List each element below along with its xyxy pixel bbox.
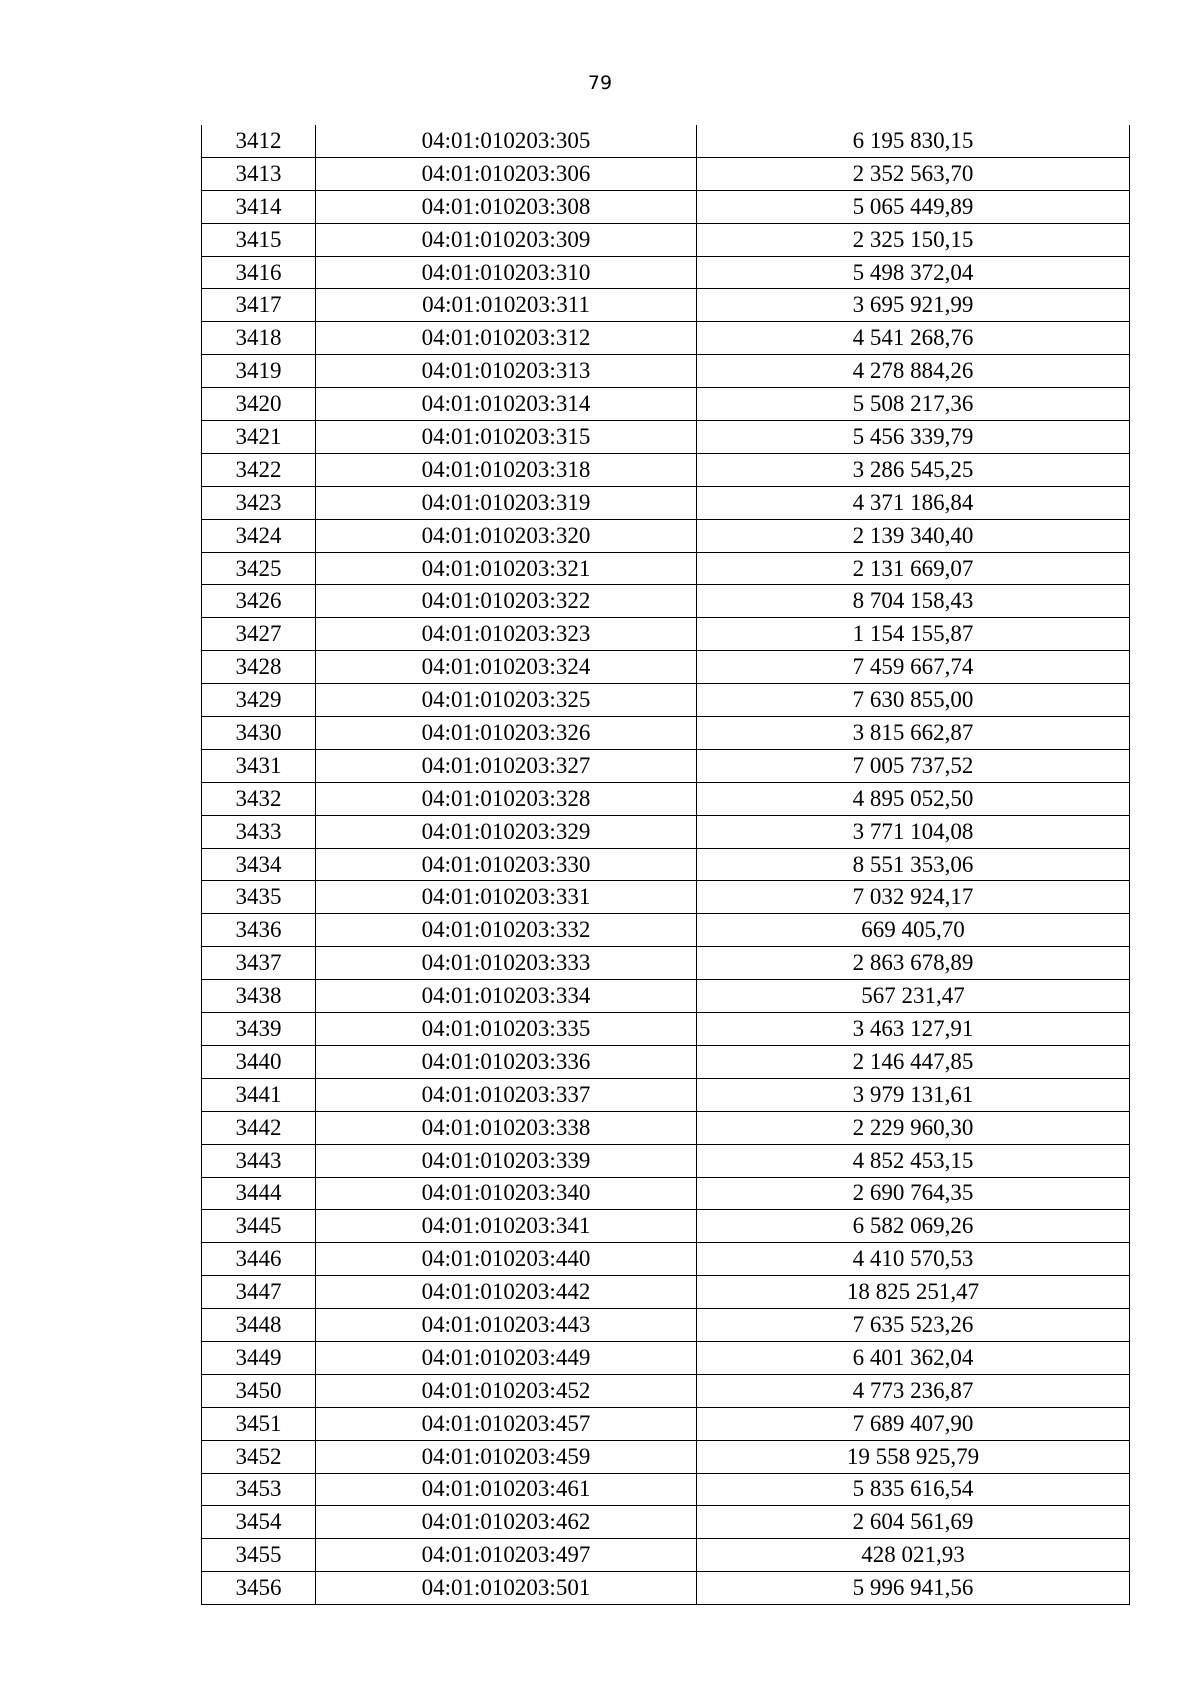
cadastral-value-cell: 4 541 268,76 (697, 322, 1130, 355)
table-row (202, 1473, 1130, 1506)
table-row (202, 1440, 1130, 1473)
cadastral-value-cell: 7 032 924,17 (697, 881, 1130, 914)
cadastral-number-cell: 04:01:010203:330 (316, 848, 697, 881)
table-row (202, 947, 1130, 980)
cadastral-number-cell: 04:01:010203:336 (316, 1045, 697, 1078)
table-row (202, 1539, 1130, 1572)
cadastral-value-cell: 3 463 127,91 (697, 1013, 1130, 1046)
row-number-cell: 3447 (202, 1276, 316, 1309)
table-row (202, 322, 1130, 355)
table-row (202, 190, 1130, 223)
cadastral-number-cell: 04:01:010203:334 (316, 980, 697, 1013)
cadastral-number-cell: 04:01:010203:305 (316, 125, 697, 157)
row-number-cell: 3437 (202, 947, 316, 980)
row-number-cell: 3440 (202, 1045, 316, 1078)
table-row (202, 1572, 1130, 1605)
table-row (202, 1210, 1130, 1243)
cadastral-value-cell: 669 405,70 (697, 914, 1130, 947)
cadastral-number-cell: 04:01:010203:309 (316, 223, 697, 256)
table-row (202, 1341, 1130, 1374)
table-row (202, 1309, 1130, 1342)
row-number-cell: 3446 (202, 1243, 316, 1276)
row-number-cell: 3432 (202, 782, 316, 815)
cadastral-number-cell: 04:01:010203:313 (316, 355, 697, 388)
table-row (202, 618, 1130, 651)
row-number-cell: 3455 (202, 1539, 316, 1572)
row-number-cell: 3429 (202, 684, 316, 717)
table-row (202, 585, 1130, 618)
cadastral-value-cell: 6 582 069,26 (697, 1210, 1130, 1243)
cadastral-number-cell: 04:01:010203:333 (316, 947, 697, 980)
cadastral-number-cell: 04:01:010203:341 (316, 1210, 697, 1243)
row-number-cell: 3425 (202, 552, 316, 585)
table-row (202, 651, 1130, 684)
table-row (202, 125, 1130, 157)
cadastral-value-cell: 3 695 921,99 (697, 289, 1130, 322)
cadastral-value-cell: 2 352 563,70 (697, 157, 1130, 190)
cadastral-number-cell: 04:01:010203:315 (316, 421, 697, 454)
row-number-cell: 3444 (202, 1177, 316, 1210)
cadastral-value-cell: 2 139 340,40 (697, 519, 1130, 552)
cadastral-number-cell: 04:01:010203:318 (316, 453, 697, 486)
row-number-cell: 3434 (202, 848, 316, 881)
cadastral-value-cell: 5 456 339,79 (697, 421, 1130, 454)
table-row (202, 453, 1130, 486)
row-number-cell: 3450 (202, 1374, 316, 1407)
table-row (202, 1276, 1130, 1309)
cadastral-number-cell: 04:01:010203:324 (316, 651, 697, 684)
cadastral-value-cell: 6 195 830,15 (697, 125, 1130, 157)
cadastral-value-cell: 6 401 362,04 (697, 1341, 1130, 1374)
cadastral-number-cell: 04:01:010203:312 (316, 322, 697, 355)
cadastral-number-cell: 04:01:010203:340 (316, 1177, 697, 1210)
row-number-cell: 3421 (202, 421, 316, 454)
table-row (202, 256, 1130, 289)
row-number-cell: 3449 (202, 1341, 316, 1374)
cadastral-value-cell: 2 131 669,07 (697, 552, 1130, 585)
cadastral-value-cell: 2 604 561,69 (697, 1506, 1130, 1539)
cadastral-value-cell: 4 895 052,50 (697, 782, 1130, 815)
cadastral-value-cell: 4 371 186,84 (697, 486, 1130, 519)
table-row (202, 355, 1130, 388)
cadastral-number-cell: 04:01:010203:332 (316, 914, 697, 947)
cadastral-value-cell: 8 704 158,43 (697, 585, 1130, 618)
cadastral-value-cell: 2 690 764,35 (697, 1177, 1130, 1210)
cadastral-value-cell: 4 410 570,53 (697, 1243, 1130, 1276)
table-row (202, 519, 1130, 552)
table-row (202, 1506, 1130, 1539)
cadastral-number-cell: 04:01:010203:322 (316, 585, 697, 618)
table-row (202, 421, 1130, 454)
table-row (202, 223, 1130, 256)
cadastral-number-cell: 04:01:010203:306 (316, 157, 697, 190)
cadastral-value-cell: 5 508 217,36 (697, 388, 1130, 421)
cadastral-value-cell: 8 551 353,06 (697, 848, 1130, 881)
row-number-cell: 3442 (202, 1111, 316, 1144)
cadastral-value-cell: 5 835 616,54 (697, 1473, 1130, 1506)
table-row (202, 717, 1130, 750)
table-row (202, 1078, 1130, 1111)
table-row (202, 1407, 1130, 1440)
cadastral-number-cell: 04:01:010203:321 (316, 552, 697, 585)
table-row (202, 486, 1130, 519)
row-number-cell: 3443 (202, 1144, 316, 1177)
cadastral-number-cell: 04:01:010203:329 (316, 815, 697, 848)
cadastral-value-cell: 4 852 453,15 (697, 1144, 1130, 1177)
row-number-cell: 3448 (202, 1309, 316, 1342)
table-row (202, 1045, 1130, 1078)
cadastral-value-cell: 5 498 372,04 (697, 256, 1130, 289)
cadastral-number-cell: 04:01:010203:459 (316, 1440, 697, 1473)
cadastral-value-cell: 3 771 104,08 (697, 815, 1130, 848)
cadastral-value-cell: 5 065 449,89 (697, 190, 1130, 223)
table-row (202, 157, 1130, 190)
row-number-cell: 3439 (202, 1013, 316, 1046)
cadastral-number-cell: 04:01:010203:442 (316, 1276, 697, 1309)
row-number-cell: 3453 (202, 1473, 316, 1506)
cadastral-value-cell: 7 005 737,52 (697, 749, 1130, 782)
cadastral-number-cell: 04:01:010203:319 (316, 486, 697, 519)
row-number-cell: 3436 (202, 914, 316, 947)
cadastral-number-cell: 04:01:010203:311 (316, 289, 697, 322)
cadastral-number-cell: 04:01:010203:449 (316, 1341, 697, 1374)
page-number: 79 (587, 72, 613, 94)
row-number-cell: 3428 (202, 651, 316, 684)
row-number-cell: 3441 (202, 1078, 316, 1111)
table-row (202, 782, 1130, 815)
cadastral-value-cell: 3 815 662,87 (697, 717, 1130, 750)
table-body (202, 125, 1130, 1605)
row-number-cell: 3451 (202, 1407, 316, 1440)
cadastral-number-cell: 04:01:010203:325 (316, 684, 697, 717)
cadastral-number-cell: 04:01:010203:452 (316, 1374, 697, 1407)
row-number-cell: 3424 (202, 519, 316, 552)
cadastral-value-cell: 5 996 941,56 (697, 1572, 1130, 1605)
row-number-cell: 3415 (202, 223, 316, 256)
table-row (202, 1111, 1130, 1144)
row-number-cell: 3427 (202, 618, 316, 651)
cadastral-value-cell: 428 021,93 (697, 1539, 1130, 1572)
row-number-cell: 3418 (202, 322, 316, 355)
cadastral-value-cell: 4 773 236,87 (697, 1374, 1130, 1407)
cadastral-number-cell: 04:01:010203:323 (316, 618, 697, 651)
cadastral-number-cell: 04:01:010203:462 (316, 1506, 697, 1539)
cadastral-number-cell: 04:01:010203:501 (316, 1572, 697, 1605)
cadastral-value-cell: 7 689 407,90 (697, 1407, 1130, 1440)
cadastral-number-cell: 04:01:010203:338 (316, 1111, 697, 1144)
row-number-cell: 3435 (202, 881, 316, 914)
table-row (202, 914, 1130, 947)
row-number-cell: 3413 (202, 157, 316, 190)
row-number-cell: 3417 (202, 289, 316, 322)
table-row (202, 749, 1130, 782)
row-number-cell: 3416 (202, 256, 316, 289)
row-number-cell: 3422 (202, 453, 316, 486)
row-number-cell: 3433 (202, 815, 316, 848)
cadastral-number-cell: 04:01:010203:337 (316, 1078, 697, 1111)
cadastral-value-cell: 3 979 131,61 (697, 1078, 1130, 1111)
row-number-cell: 3452 (202, 1440, 316, 1473)
cadastral-number-cell: 04:01:010203:314 (316, 388, 697, 421)
cadastral-number-cell: 04:01:010203:310 (316, 256, 697, 289)
cadastral-value-cell: 2 325 150,15 (697, 223, 1130, 256)
cadastral-value-cell: 2 229 960,30 (697, 1111, 1130, 1144)
table-row (202, 684, 1130, 717)
cadastral-number-cell: 04:01:010203:335 (316, 1013, 697, 1046)
table-row (202, 1243, 1130, 1276)
row-number-cell: 3430 (202, 717, 316, 750)
row-number-cell: 3419 (202, 355, 316, 388)
row-number-cell: 3438 (202, 980, 316, 1013)
row-number-cell: 3423 (202, 486, 316, 519)
table-row (202, 1013, 1130, 1046)
row-number-cell: 3431 (202, 749, 316, 782)
cadastral-number-cell: 04:01:010203:461 (316, 1473, 697, 1506)
row-number-cell: 3414 (202, 190, 316, 223)
cadastral-number-cell: 04:01:010203:443 (316, 1309, 697, 1342)
cadastral-value-cell: 4 278 884,26 (697, 355, 1130, 388)
cadastral-value-table (201, 125, 1130, 1605)
cadastral-value-cell: 19 558 925,79 (697, 1440, 1130, 1473)
table-row (202, 289, 1130, 322)
cadastral-value-cell: 18 825 251,47 (697, 1276, 1130, 1309)
cadastral-number-cell: 04:01:010203:308 (316, 190, 697, 223)
table-row (202, 552, 1130, 585)
table-row (202, 815, 1130, 848)
cadastral-value-cell: 7 459 667,74 (697, 651, 1130, 684)
row-number-cell: 3420 (202, 388, 316, 421)
cadastral-number-cell: 04:01:010203:327 (316, 749, 697, 782)
cadastral-value-cell: 3 286 545,25 (697, 453, 1130, 486)
table-row (202, 1177, 1130, 1210)
cadastral-value-cell: 2 863 678,89 (697, 947, 1130, 980)
table-row (202, 1144, 1130, 1177)
cadastral-value-cell: 2 146 447,85 (697, 1045, 1130, 1078)
cadastral-value-cell: 7 635 523,26 (697, 1309, 1130, 1342)
cadastral-number-cell: 04:01:010203:457 (316, 1407, 697, 1440)
cadastral-number-cell: 04:01:010203:326 (316, 717, 697, 750)
table-row (202, 848, 1130, 881)
cadastral-number-cell: 04:01:010203:320 (316, 519, 697, 552)
cadastral-number-cell: 04:01:010203:497 (316, 1539, 697, 1572)
cadastral-value-cell: 7 630 855,00 (697, 684, 1130, 717)
cadastral-number-cell: 04:01:010203:440 (316, 1243, 697, 1276)
row-number-cell: 3412 (202, 125, 316, 157)
table-row (202, 881, 1130, 914)
cadastral-number-cell: 04:01:010203:339 (316, 1144, 697, 1177)
cadastral-number-cell: 04:01:010203:328 (316, 782, 697, 815)
cadastral-value-cell: 567 231,47 (697, 980, 1130, 1013)
table-row (202, 388, 1130, 421)
row-number-cell: 3456 (202, 1572, 316, 1605)
row-number-cell: 3426 (202, 585, 316, 618)
table-row (202, 980, 1130, 1013)
row-number-cell: 3454 (202, 1506, 316, 1539)
table-row (202, 1374, 1130, 1407)
cadastral-number-cell: 04:01:010203:331 (316, 881, 697, 914)
cadastral-value-cell: 1 154 155,87 (697, 618, 1130, 651)
row-number-cell: 3445 (202, 1210, 316, 1243)
